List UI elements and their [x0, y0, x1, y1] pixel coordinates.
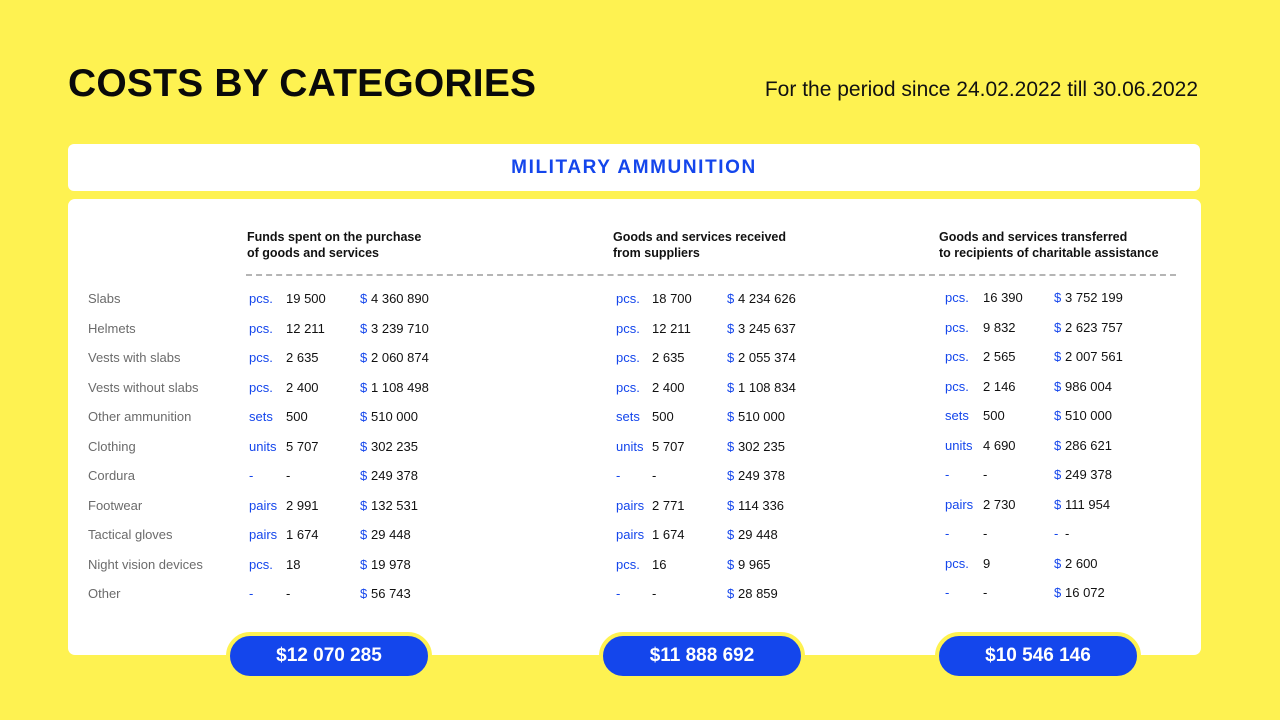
unit-label: pairs	[616, 527, 645, 542]
unit-label: units	[945, 438, 973, 453]
quantity-value: 2 400	[286, 380, 319, 395]
currency-symbol: $	[727, 291, 735, 306]
total-badge-transferred: $10 546 146	[935, 632, 1141, 680]
unit-label: pcs.	[616, 321, 640, 336]
currency-symbol: $	[727, 409, 735, 424]
total-badge-received: $11 888 692	[599, 632, 805, 680]
quantity-value: 2 146	[983, 379, 1016, 394]
currency-symbol: $	[1054, 467, 1062, 482]
currency-symbol: $	[727, 321, 735, 336]
amount-value: 29 448	[738, 527, 778, 542]
unit-label: pcs.	[945, 290, 969, 305]
amount-value: 2 600	[1065, 556, 1098, 571]
amount-value: 3 245 637	[738, 321, 796, 336]
category-label: Other	[88, 586, 121, 601]
amount-value: -	[1065, 526, 1070, 541]
amount-value: 28 859	[738, 586, 778, 601]
category-label: Footwear	[88, 498, 143, 513]
header-divider	[246, 274, 1176, 276]
category-label: Clothing	[88, 439, 136, 454]
amount-value: 9 965	[738, 557, 771, 572]
quantity-value: -	[983, 526, 988, 541]
column-header-purchased	[247, 229, 421, 261]
amount-value: 56 743	[371, 586, 411, 601]
unit-label: pcs.	[616, 350, 640, 365]
quantity-value: 1 674	[652, 527, 685, 542]
unit-label: pcs.	[616, 557, 640, 572]
currency-symbol: $	[1054, 585, 1062, 600]
column-header-line: Funds spent on the purchase	[247, 230, 422, 244]
currency-symbol: $	[360, 468, 368, 483]
amount-value: 19 978	[371, 557, 411, 572]
quantity-value: 2 991	[286, 498, 319, 513]
quantity-value: 18 700	[652, 291, 692, 306]
currency-symbol: $	[360, 321, 368, 336]
amount-value: 2 007 561	[1065, 349, 1123, 364]
unit-label: sets	[616, 409, 640, 424]
quantity-value: 2 635	[286, 350, 319, 365]
quantity-value: 2 565	[983, 349, 1016, 364]
quantity-value: -	[652, 586, 657, 601]
category-label: Cordura	[88, 468, 135, 483]
unit-label: pcs.	[945, 349, 969, 364]
amount-value: 111 954	[1065, 497, 1111, 512]
unit-label: pcs.	[945, 379, 969, 394]
unit-label: -	[945, 585, 950, 600]
currency-symbol: $	[1054, 379, 1062, 394]
costs-table	[68, 199, 1201, 655]
amount-value: 4 234 626	[738, 291, 796, 306]
quantity-value: 500	[983, 408, 1005, 423]
category-label: Tactical gloves	[88, 527, 173, 542]
amount-value: 302 235	[371, 439, 418, 454]
unit-label: pcs.	[945, 320, 969, 335]
unit-label: sets	[249, 409, 273, 424]
unit-label: sets	[945, 408, 969, 423]
column-header-transferred	[939, 229, 1159, 261]
amount-value: 4 360 890	[371, 291, 429, 306]
unit-label: pcs.	[249, 557, 273, 572]
amount-value: 3 752 199	[1065, 290, 1123, 305]
amount-value: 114 336	[738, 498, 785, 513]
unit-label: pairs	[249, 527, 278, 542]
amount-value: 29 448	[371, 527, 411, 542]
currency-symbol: $	[360, 498, 368, 513]
unit-label: -	[945, 467, 950, 482]
unit-label: units	[249, 439, 277, 454]
currency-symbol: -	[1054, 526, 1059, 541]
column-header-line: Goods and services transferred	[939, 230, 1128, 244]
quantity-value: -	[286, 586, 291, 601]
page-title: COSTS BY CATEGORIES	[68, 62, 537, 105]
quantity-value: 2 400	[652, 380, 685, 395]
currency-symbol: $	[1054, 497, 1062, 512]
column-header-line: of goods and services	[247, 246, 379, 260]
quantity-value: -	[983, 467, 988, 482]
unit-label: pcs.	[945, 556, 969, 571]
quantity-value: 2 730	[983, 497, 1016, 512]
amount-value: 510 000	[738, 409, 785, 424]
amount-value: 2 060 874	[371, 350, 429, 365]
unit-label: pairs	[249, 498, 278, 513]
column-header-line: Goods and services received	[613, 230, 787, 244]
amount-value: 302 235	[738, 439, 785, 454]
amount-value: 249 378	[738, 468, 785, 483]
amount-value: 132 531	[371, 498, 418, 513]
quantity-value: -	[652, 468, 657, 483]
currency-symbol: $	[360, 557, 368, 572]
unit-label: pairs	[616, 498, 645, 513]
category-label: Night vision devices	[88, 557, 203, 572]
currency-symbol: $	[727, 439, 735, 454]
currency-symbol: $	[360, 380, 368, 395]
currency-symbol: $	[1054, 320, 1062, 335]
column-header-line: from suppliers	[613, 246, 700, 260]
unit-label: pcs.	[249, 350, 273, 365]
currency-symbol: $	[727, 586, 735, 601]
quantity-value: 2 635	[652, 350, 685, 365]
currency-symbol: $	[1054, 349, 1062, 364]
unit-label: pcs.	[249, 321, 273, 336]
unit-label: pcs.	[249, 291, 273, 306]
quantity-value: 12 211	[652, 321, 691, 336]
unit-label: pcs.	[249, 380, 273, 395]
quantity-value: 19 500	[286, 291, 326, 306]
amount-value: 286 621	[1065, 438, 1112, 453]
quantity-value: 9 832	[983, 320, 1016, 335]
currency-symbol: $	[727, 557, 735, 572]
currency-symbol: $	[360, 409, 368, 424]
currency-symbol: $	[1054, 408, 1062, 423]
amount-value: 1 108 498	[371, 380, 429, 395]
currency-symbol: $	[727, 498, 735, 513]
quantity-value: 12 211	[286, 321, 325, 336]
currency-symbol: $	[360, 291, 368, 306]
quantity-value: 18	[286, 557, 301, 572]
currency-symbol: $	[1054, 556, 1062, 571]
currency-symbol: $	[727, 350, 735, 365]
amount-value: 986 004	[1065, 379, 1112, 394]
period-caption: For the period since 24.02.2022 till 30.06.2022	[764, 78, 1198, 101]
quantity-value: 500	[652, 409, 674, 424]
amount-value: 16 072	[1065, 585, 1105, 600]
currency-symbol: $	[727, 380, 735, 395]
unit-label: -	[945, 526, 950, 541]
quantity-value: 2 771	[652, 498, 685, 513]
quantity-value: -	[286, 468, 291, 483]
amount-value: 2 623 757	[1065, 320, 1123, 335]
currency-symbol: $	[360, 439, 368, 454]
total-badge-purchased: $12 070 285	[226, 632, 432, 680]
category-label: Vests with slabs	[88, 350, 181, 365]
unit-label: pcs.	[616, 291, 640, 306]
amount-value: 249 378	[1065, 467, 1112, 482]
quantity-value: 16 390	[983, 290, 1023, 305]
column-header-received	[613, 229, 786, 261]
unit-label: units	[616, 439, 644, 454]
section-header	[68, 144, 1200, 191]
category-label: Other ammunition	[88, 409, 192, 424]
category-label: Slabs	[88, 291, 121, 306]
quantity-value: 5 707	[652, 439, 685, 454]
section-title: MILITARY AMMUNITION	[511, 156, 757, 178]
column-header-line: to recipients of charitable assistance	[939, 246, 1159, 260]
amount-value: 510 000	[371, 409, 418, 424]
amount-value: 249 378	[371, 468, 418, 483]
quantity-value: 16	[652, 557, 667, 572]
currency-symbol: $	[727, 527, 735, 542]
unit-label: pairs	[945, 497, 974, 512]
quantity-value: 1 674	[286, 527, 319, 542]
amount-value: 2 055 374	[738, 350, 796, 365]
amount-value: 510 000	[1065, 408, 1112, 423]
amount-value: 1 108 834	[738, 380, 796, 395]
amount-value: 3 239 710	[371, 321, 429, 336]
unit-label: -	[249, 468, 254, 483]
unit-label: pcs.	[616, 380, 640, 395]
currency-symbol: $	[1054, 438, 1062, 453]
unit-label: -	[616, 468, 621, 483]
currency-symbol: $	[360, 350, 368, 365]
quantity-value: -	[983, 585, 988, 600]
quantity-value: 5 707	[286, 439, 319, 454]
quantity-value: 9	[983, 556, 991, 571]
currency-symbol: $	[360, 586, 368, 601]
quantity-value: 500	[286, 409, 308, 424]
quantity-value: 4 690	[983, 438, 1016, 453]
category-label: Helmets	[88, 321, 136, 336]
currency-symbol: $	[360, 527, 368, 542]
unit-label: -	[249, 586, 254, 601]
unit-label: -	[616, 586, 621, 601]
currency-symbol: $	[1054, 290, 1062, 305]
category-label: Vests without slabs	[88, 380, 199, 395]
currency-symbol: $	[727, 468, 735, 483]
